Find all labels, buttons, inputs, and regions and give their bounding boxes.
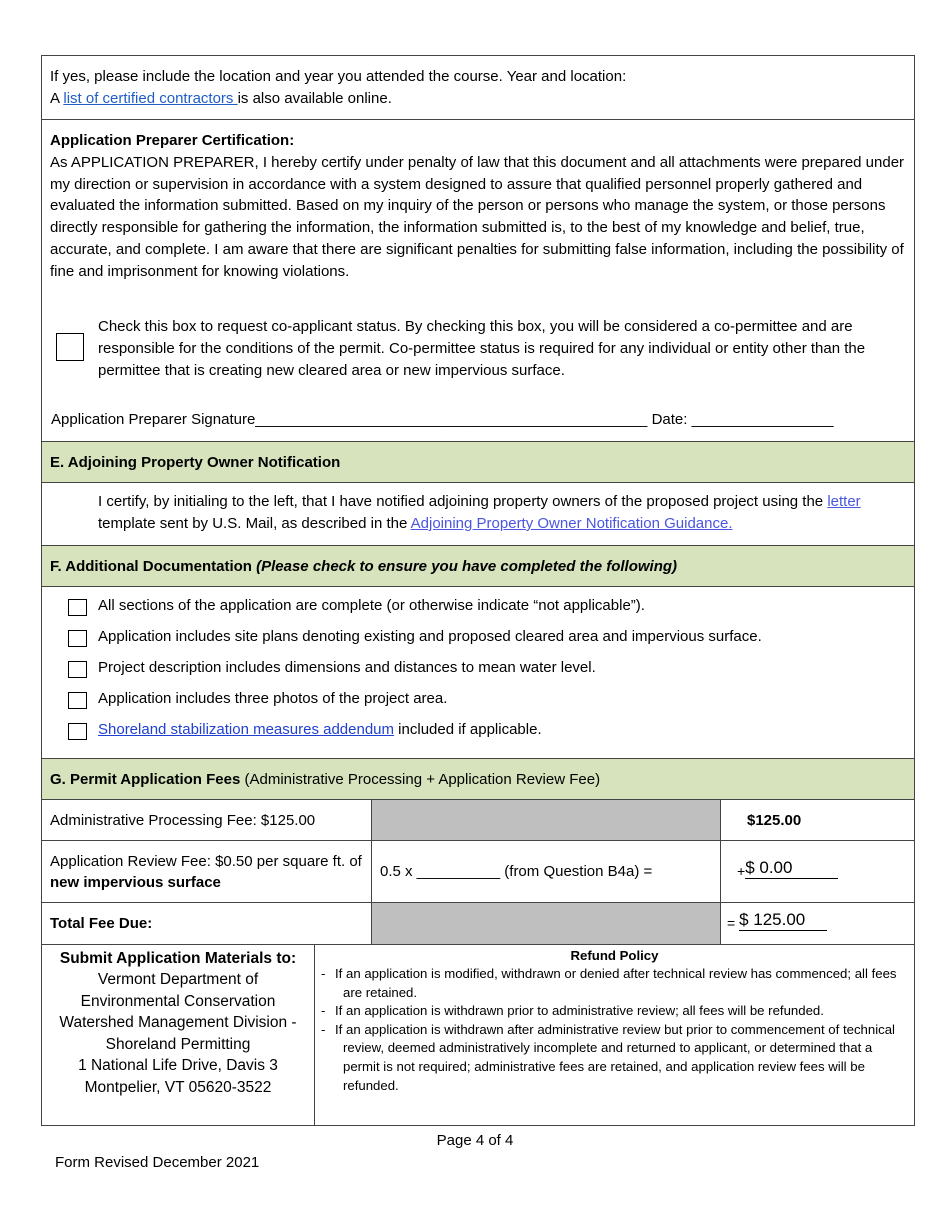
submit-title: Submit Application Materials to: bbox=[59, 949, 297, 967]
section-f-title: F. Additional Documentation bbox=[50, 558, 257, 575]
signature-line[interactable]: _______________________________________________ bbox=[255, 411, 648, 428]
contractors-prefix: A bbox=[50, 90, 64, 107]
section-f-subtitle: (Please check to ensure you have completed the following) bbox=[256, 558, 678, 575]
fee-table bbox=[42, 799, 914, 944]
doc-item-complete bbox=[42, 593, 914, 624]
refund-item-text: If an application is modified, withdrawn or denied after technical review has commenced; all fees are retained. bbox=[335, 966, 897, 1000]
refund-item-text: If an application is withdrawn after administrative review but prior to commencement of technical review, deemed administratively incomplete and returned to applicant, or determined that a permit is not required; administrative fees are retained, and application review fees will be refunded. bbox=[335, 1021, 895, 1093]
total-fee-blank bbox=[372, 903, 721, 944]
section-g-subtitle: (Administrative Processing + Application Review Fee) bbox=[244, 771, 601, 788]
doc-checkbox-addendum[interactable] bbox=[68, 723, 87, 740]
section-e-body bbox=[42, 482, 914, 545]
contractors-line bbox=[50, 88, 906, 110]
signature-row bbox=[51, 411, 833, 428]
coapplicant-checkbox[interactable] bbox=[56, 333, 84, 361]
doc-item-description bbox=[42, 655, 914, 686]
submit-materials-block bbox=[42, 945, 315, 1125]
section-e-header: E. Adjoining Property Owner Notification bbox=[42, 441, 914, 482]
doc-item-label bbox=[98, 721, 542, 738]
doc-item-photos bbox=[42, 686, 914, 717]
letter-template-link[interactable]: letter bbox=[827, 493, 861, 510]
admin-fee-label: Administrative Processing Fee: $125.00 bbox=[42, 800, 372, 841]
date-line[interactable]: _________________ bbox=[691, 411, 834, 428]
coapplicant-text: Check this box to request co-applicant status. By checking this box, you will be considered a co-permittee and are responsible for the conditions of the permit. Co-permittee status is required for any individual or entity other than the permittee that is creating new cleared area or new impervious surface. bbox=[98, 318, 866, 379]
admin-fee-amount: $125.00 bbox=[721, 800, 915, 841]
section-f-body bbox=[42, 586, 914, 758]
review-fee-amount-cell bbox=[721, 841, 915, 903]
admin-fee-blank bbox=[372, 800, 721, 841]
section-f-header bbox=[42, 545, 914, 586]
refund-item: - If an application is withdrawn after administrative review but prior to commencement of technical review, deemed administratively incomplete and returned to applicant, or determined that a permit is not required; administrative fees are retained, and application review fees will be refunded. bbox=[321, 1021, 895, 1093]
certification-body: As APPLICATION PREPARER, I hereby certify under penalty of law that this document and all attachments were prepared under my direction or supervision in accordance with a system designed to assure that qualified personnel properly gathered and evaluated the information submitted. Based on my inquiry of the person or persons who manage the system, or those persons directly responsible for gathering the information, the information submitted is, to the best of my knowledge and belief, true, accurate, and complete. I am aware that there are significant penalties for submitting false information, including the possibility of fine and imprisonment for knowing violations. bbox=[50, 153, 905, 280]
refund-list bbox=[323, 965, 906, 1095]
submit-address-line: Montpelier, VT 05620-3522 bbox=[84, 1079, 272, 1097]
doc-checkbox-complete[interactable] bbox=[68, 599, 87, 616]
doc-checkbox-photos[interactable] bbox=[68, 692, 87, 709]
preparer-certification-section bbox=[42, 119, 914, 441]
section-g-header bbox=[42, 758, 914, 799]
signature-label: Application Preparer Signature bbox=[51, 411, 256, 428]
course-location-text: If yes, please include the location and year you attended the course. Year and location: bbox=[50, 68, 627, 85]
form-revision: Form Revised December 2021 bbox=[55, 1154, 260, 1171]
total-fee-label: Total Fee Due: bbox=[42, 903, 372, 944]
submit-refund-section bbox=[42, 944, 914, 1125]
submit-address-line: 1 National Life Drive, Davis 3 bbox=[78, 1057, 278, 1075]
adjoining-text-1: I certify, by initialing to the left, that I have notified adjoining property owners of the proposed project using the bbox=[98, 493, 828, 510]
review-fee-label-text: Application Review Fee: $0.50 per square ft. of bbox=[50, 852, 362, 870]
refund-item: - If an application is modified, withdrawn or denied after technical review has commenced; all fees are retained. bbox=[321, 966, 897, 1000]
notification-guidance-link[interactable]: Adjoining Property Owner Notification Guidance. bbox=[410, 515, 733, 532]
equals-sign: = bbox=[727, 914, 740, 931]
doc-item-addendum bbox=[42, 717, 914, 748]
form-frame bbox=[41, 55, 915, 1126]
addendum-suffix: included if applicable. bbox=[394, 721, 542, 738]
refund-policy-block bbox=[315, 945, 914, 1125]
admin-fee-row bbox=[42, 800, 914, 841]
plus-sign: + bbox=[737, 863, 746, 879]
certification-title: Application Preparer Certification: bbox=[50, 132, 295, 149]
date-label: Date: bbox=[651, 411, 692, 428]
doc-checkbox-site-plans[interactable] bbox=[68, 630, 87, 647]
certified-contractors-link[interactable]: list of certified contractors bbox=[63, 90, 238, 107]
submit-address-line: Shoreland Permitting bbox=[105, 1035, 251, 1053]
review-fee-calc[interactable]: 0.5 x __________ (from Question B4a) = bbox=[372, 841, 721, 903]
total-fee-row bbox=[42, 903, 914, 944]
course-location-section bbox=[42, 56, 914, 119]
review-fee-label bbox=[42, 841, 372, 903]
page-number: Page 4 of 4 bbox=[436, 1132, 514, 1149]
submit-address-line: Environmental Conservation bbox=[80, 992, 276, 1010]
refund-item-text: If an application is withdrawn prior to administrative review; all fees will be refunded. bbox=[335, 1003, 824, 1019]
total-fee-amount[interactable]: $ 125.00 bbox=[739, 910, 827, 931]
doc-checkbox-description[interactable] bbox=[68, 661, 87, 678]
doc-item-label: Application includes site plans denoting existing and proposed cleared area and impervious surface. bbox=[98, 628, 762, 645]
review-fee-amount[interactable]: $ 0.00 bbox=[745, 858, 838, 879]
review-fee-label-bold: new impervious surface bbox=[50, 873, 221, 891]
stabilization-addendum-link[interactable]: Shoreland stabilization measures addendum bbox=[98, 721, 395, 738]
adjoining-certification-text bbox=[98, 491, 908, 535]
contractors-suffix: is also available online. bbox=[237, 90, 392, 107]
doc-item-label: Project description includes dimensions and distances to mean water level. bbox=[98, 659, 596, 676]
review-fee-row bbox=[42, 841, 914, 903]
doc-item-label: All sections of the application are complete (or otherwise indicate “not applicable”). bbox=[98, 597, 645, 614]
submit-address-line: Watershed Management Division - bbox=[59, 1014, 297, 1032]
doc-item-label: Application includes three photos of the project area. bbox=[98, 690, 448, 707]
submit-address-line: Vermont Department of bbox=[97, 971, 259, 989]
section-g-title: G. Permit Application Fees bbox=[50, 771, 245, 788]
refund-item: - If an application is withdrawn prior to administrative review; all fees will be refunded. bbox=[321, 1003, 824, 1019]
doc-item-site-plans bbox=[42, 624, 914, 655]
adjoining-text-2: template sent by U.S. Mail, as described in the bbox=[98, 515, 411, 532]
total-fee-amount-cell bbox=[721, 903, 915, 944]
refund-title: Refund Policy bbox=[570, 947, 659, 963]
